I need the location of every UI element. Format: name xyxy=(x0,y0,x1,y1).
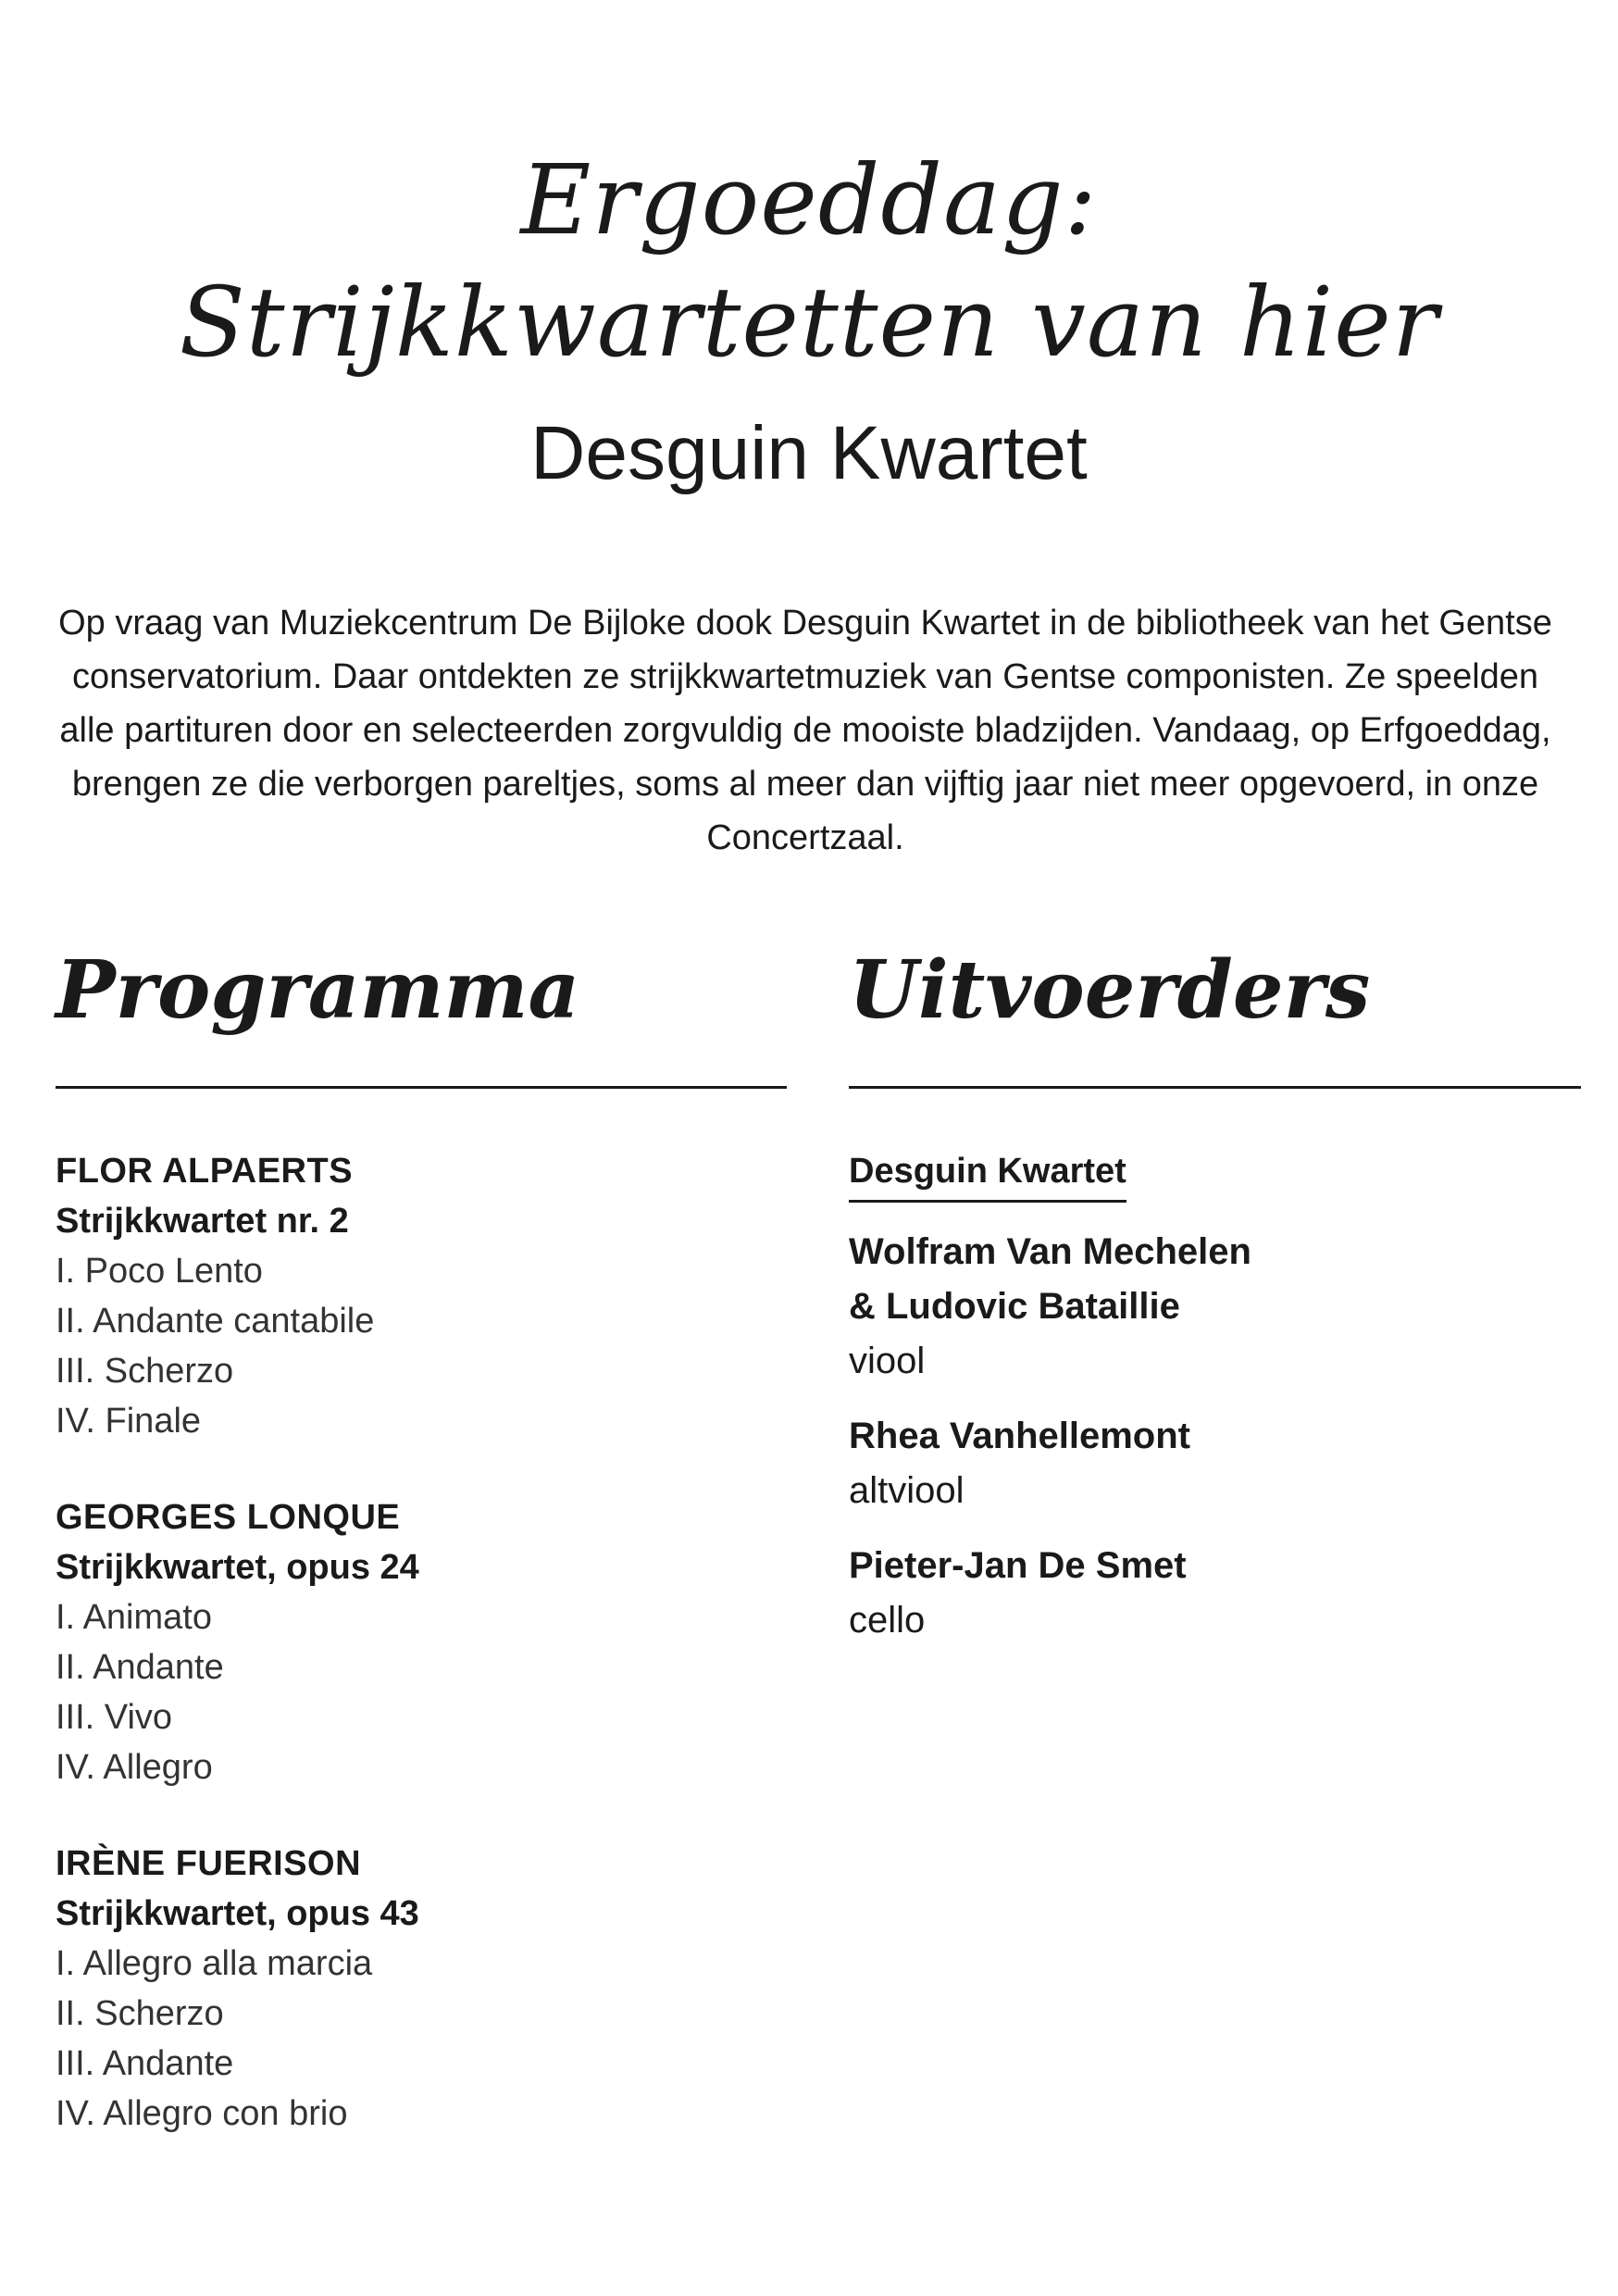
program-piece xyxy=(56,1146,787,1446)
program-list xyxy=(56,1146,787,2139)
performer-instrument: cello xyxy=(849,1600,926,1641)
performers-heading: Uitvoerders xyxy=(849,943,1371,1037)
performers-list xyxy=(849,1146,1581,1648)
movement: I. Animato xyxy=(56,1598,212,1637)
performer-name: & Ludovic Bataillie xyxy=(849,1286,1180,1327)
composer-name: IRÈNE FUERISON xyxy=(56,1844,362,1883)
movement: III. Scherzo xyxy=(56,1352,234,1391)
title-line-1: Ergoeddag: xyxy=(520,144,1098,256)
performer-entry xyxy=(849,1409,1581,1518)
performer-name: Pieter-Jan De Smet xyxy=(849,1545,1187,1586)
work-title: Strijkkwartet, opus 43 xyxy=(56,1894,419,1933)
performers-divider xyxy=(849,1086,1581,1089)
movement: IV. Allegro xyxy=(56,1748,213,1787)
movement: II. Andante cantabile xyxy=(56,1302,375,1341)
program-piece xyxy=(56,1492,787,1792)
performers-section xyxy=(849,935,1581,1668)
title-line-2: Strijkkwartetten van hier xyxy=(179,266,1439,379)
work-title: Strijkkwartet, opus 24 xyxy=(56,1548,419,1587)
program-section xyxy=(56,935,787,2185)
program-heading: Programma xyxy=(56,943,580,1037)
performer-name: Wolfram Van Mechelen xyxy=(849,1231,1251,1272)
composer-name: GEORGES LONQUE xyxy=(56,1498,401,1537)
performer-entry xyxy=(849,1225,1581,1389)
program-piece xyxy=(56,1839,787,2139)
performer-entry xyxy=(849,1539,1581,1648)
movement: I. Poco Lento xyxy=(56,1252,263,1291)
movement: II. Scherzo xyxy=(56,1994,224,2033)
movement: IV. Finale xyxy=(56,1402,202,1441)
movement: I. Allegro alla marcia xyxy=(56,1944,373,1983)
program-divider xyxy=(56,1086,787,1089)
page-title xyxy=(0,139,1618,383)
composer-name: FLOR ALPAERTS xyxy=(56,1152,354,1191)
movement: III. Andante xyxy=(56,2044,234,2083)
ensemble-name: Desguin Kwartet xyxy=(849,1146,1126,1203)
work-title: Strijkkwartet nr. 2 xyxy=(56,1202,349,1241)
page-subtitle: Desguin Kwartet xyxy=(530,411,1088,495)
intro-paragraph: Op vraag van Muziekcentrum De Bijloke dook Desguin Kwartet in de bibliotheek van het Gentse conservatorium. Daar ontdekten ze strijkkwartetmuziek van Gentse componisten. Ze speelden alle partituren door en selecteerden zorgvuldig de mooiste bladzijden. Vandaag, op Erfgoeddag, brengen ze die verborgen pareltjes, soms al meer dan vijftig jaar niet meer opgevoerd, in onze Concertzaal. xyxy=(58,604,1552,857)
performer-name: Rhea Vanhellemont xyxy=(849,1416,1190,1456)
movement: IV. Allegro con brio xyxy=(56,2094,348,2133)
movement: III. Vivo xyxy=(56,1698,173,1737)
performer-instrument: viool xyxy=(849,1341,926,1381)
movement: II. Andante xyxy=(56,1648,224,1687)
performer-instrument: altviool xyxy=(849,1470,965,1511)
